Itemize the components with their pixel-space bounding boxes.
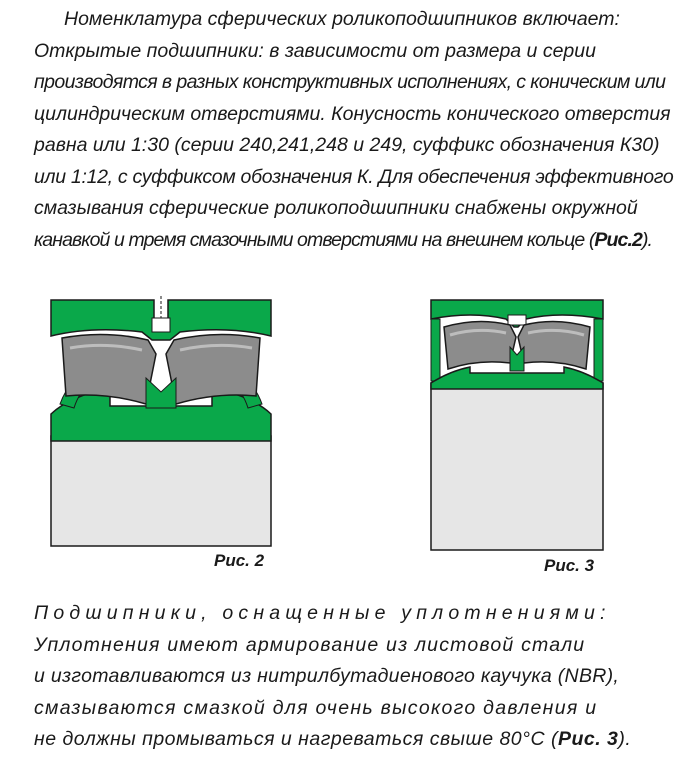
figure-2	[50, 296, 272, 548]
fig3-guide-ring	[510, 347, 524, 371]
fig3-seal-left	[431, 319, 440, 381]
fig2-lubrication-groove	[152, 318, 170, 332]
intro-line: цилиндрическим отверстиями. Конусность конического отверстия	[34, 102, 671, 125]
fig3-roller-left	[444, 321, 516, 369]
fig2-caption: Рис. 2	[214, 551, 265, 570]
sealed-last-text: не должны промываться и нагреваться свыше 80°С (	[34, 728, 558, 750]
intro-last-line	[34, 225, 653, 257]
intro-paragraph	[34, 4, 674, 256]
intro-line: или 1:12, с суффиксом обозначения К. Для обеспечения эффективного	[34, 165, 674, 188]
intro-heading: Номенклатура сферических роликоподшипников включает:	[64, 8, 620, 30]
intro-line: производятся в разных конструктивных исполнениях, с коническим или	[34, 71, 666, 93]
fig2-guide-ring	[146, 378, 176, 408]
intro-last-text: канавкой и тремя смазочными отверстиями на внешнем кольце (	[34, 228, 595, 251]
fig3-lubrication-groove	[508, 315, 526, 325]
fig2-reference: Рис.2	[594, 228, 642, 251]
fig3-reference: Рис. 3	[557, 728, 619, 750]
intro-last-end: ).	[641, 228, 653, 251]
fig3-seal-right	[594, 319, 603, 381]
fig2-bore	[51, 436, 271, 546]
sealed-last-line	[34, 724, 646, 756]
sealed-bearings-paragraph	[34, 598, 646, 756]
sealed-heading: Подшипники, оснащенные уплотнениями:	[34, 602, 611, 624]
intro-line: смазывания сферические роликоподшипники снабжены окружной	[34, 197, 638, 219]
sealed-line: Уплотнения имеют армирование из листовой стали	[34, 633, 586, 656]
sealed-last-end: ).	[618, 728, 632, 750]
fig3-bearing-diagram	[430, 297, 604, 552]
fig3-bore	[431, 383, 603, 550]
sealed-line: и изготавливаются из нитрилбутадиенового каучука (NBR),	[34, 665, 620, 687]
intro-line: равна или 1:30 (серии 240,241,248 и 249, суффикс обозначения К30)	[34, 134, 660, 156]
fig3-roller-right	[518, 321, 590, 369]
fig2-bearing-diagram	[50, 296, 272, 548]
fig3-caption: Рис. 3	[544, 556, 595, 575]
figure-3	[430, 297, 604, 552]
sealed-line: смазываются смазкой для очень высокого давления и	[34, 696, 598, 719]
intro-line: Открытые подшипники: в зависимости от размера и серии	[34, 39, 596, 62]
